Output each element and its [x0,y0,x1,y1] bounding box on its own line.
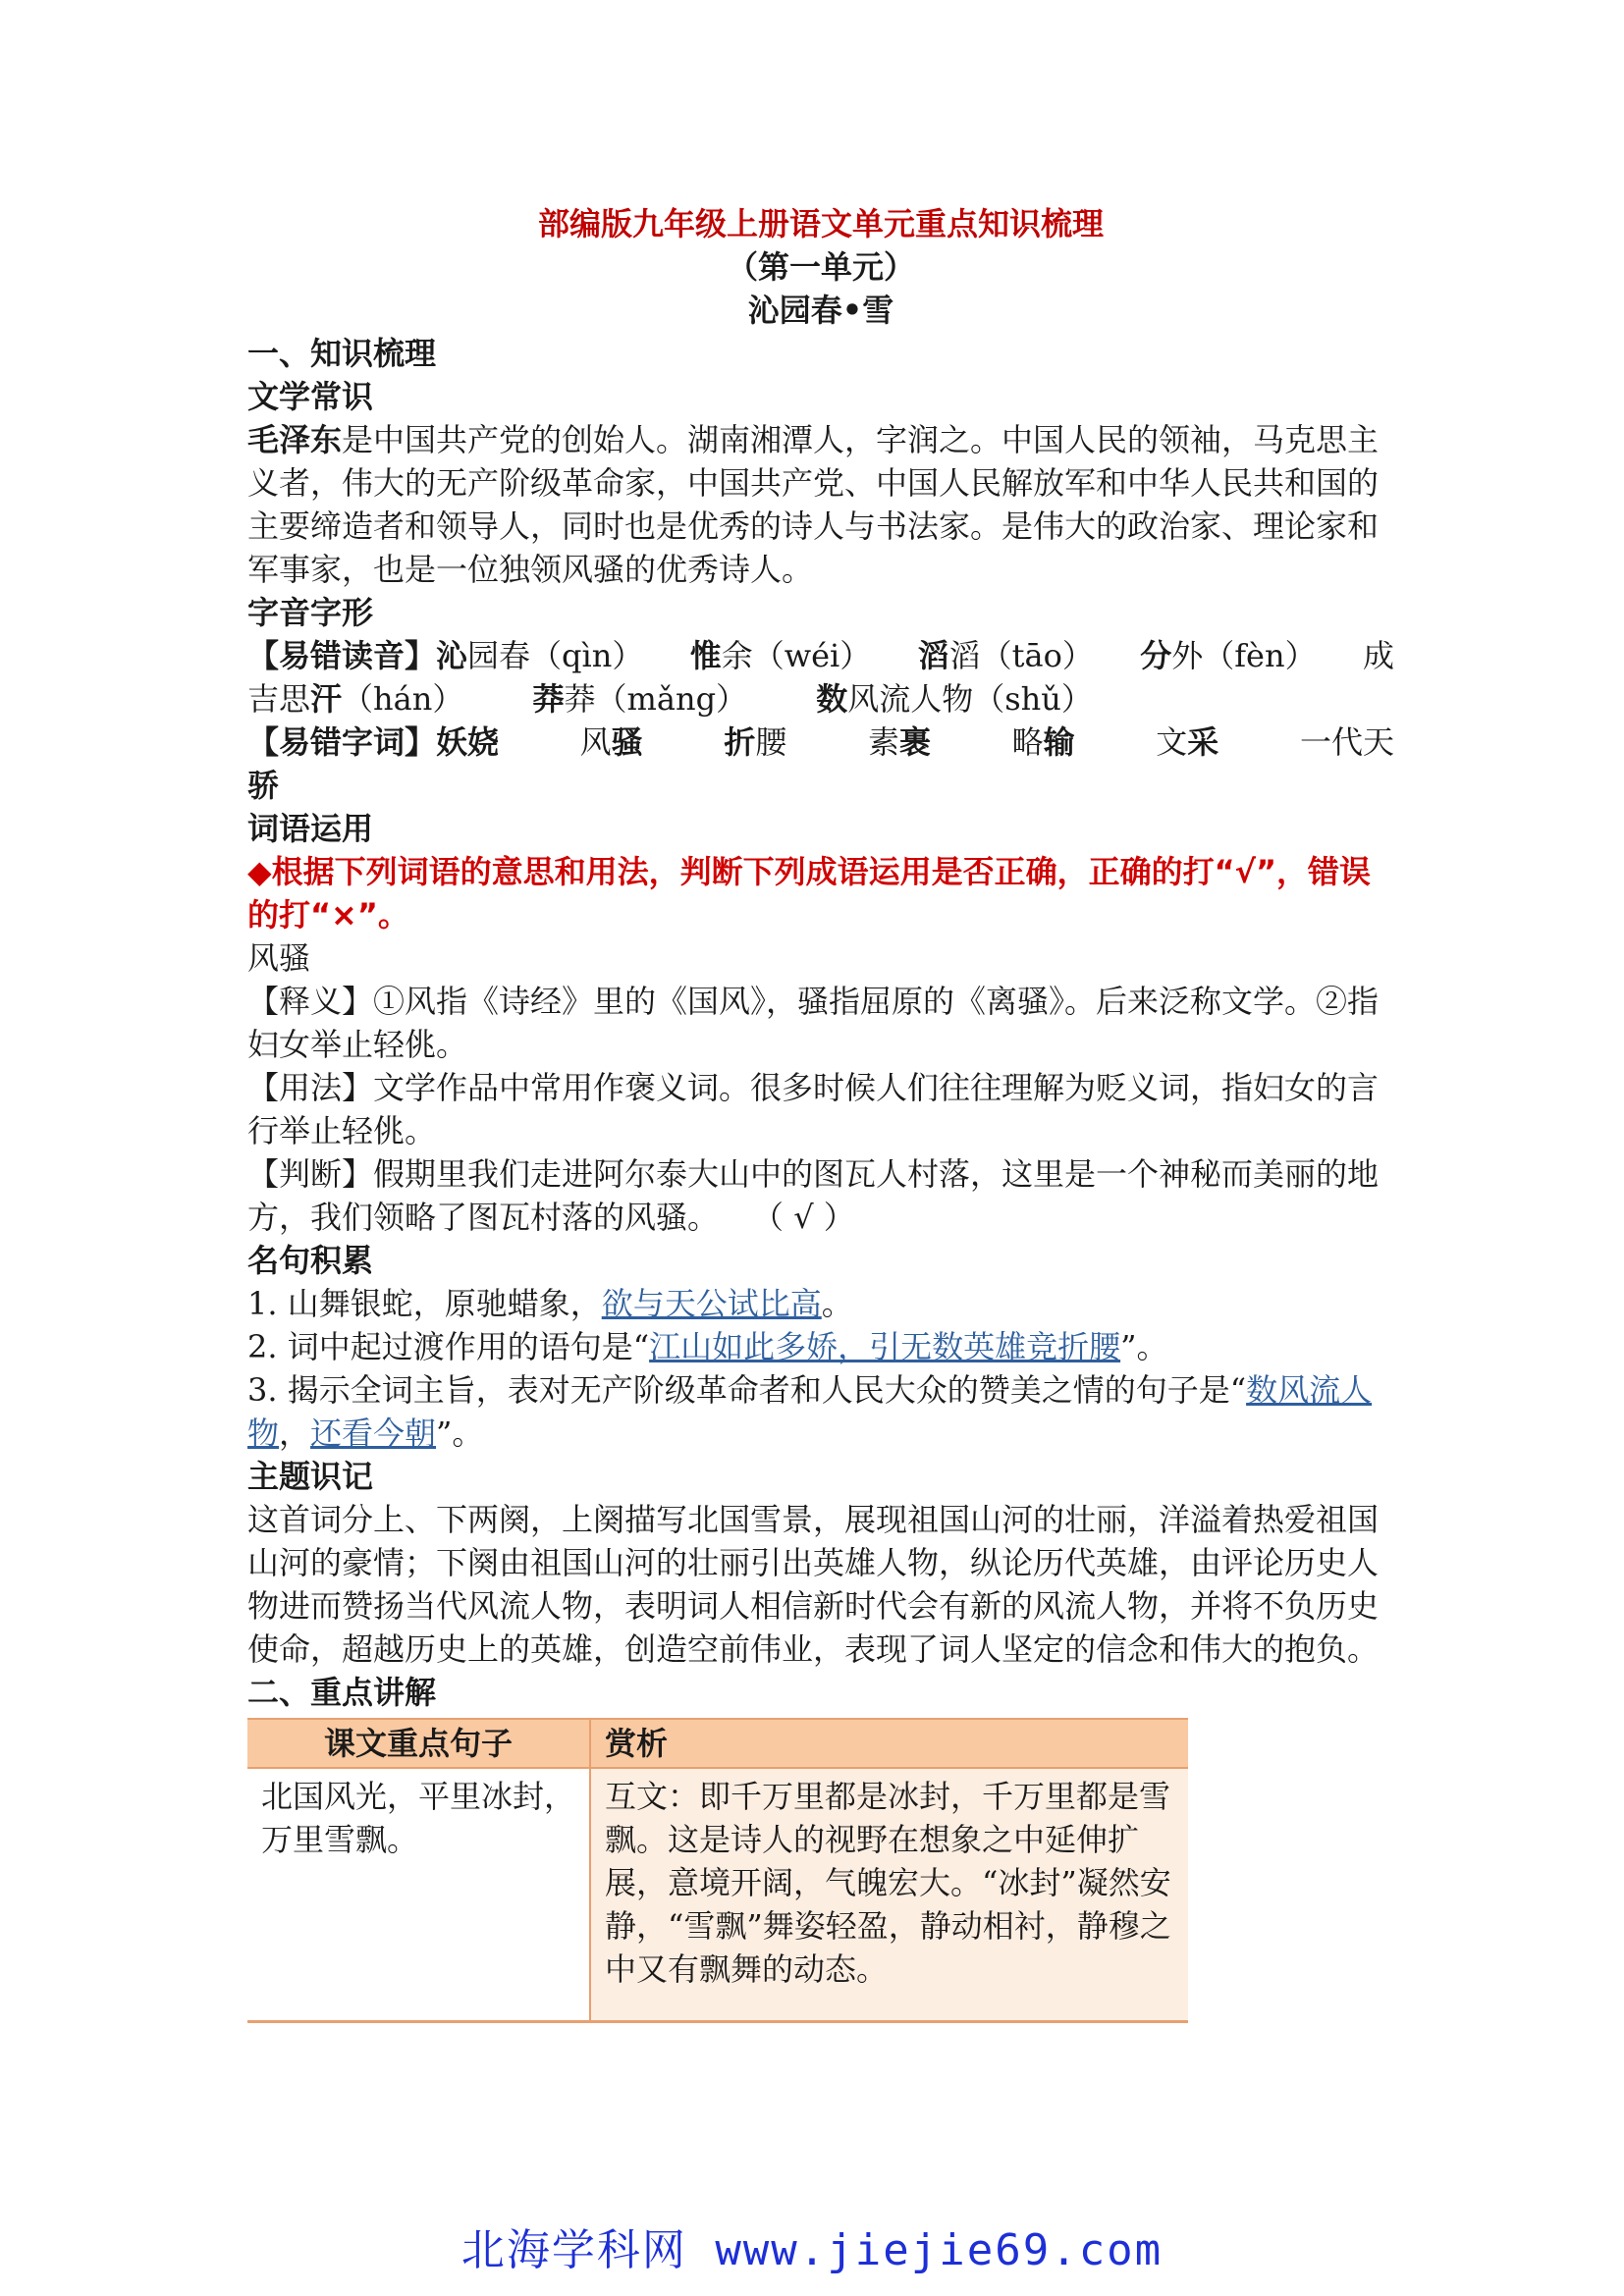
quote-text: 2. 词中起过渡作用的语句是“ [247,1328,650,1365]
word-rest: 素 [867,723,899,761]
pron-line-1 [247,634,1394,677]
pron-rest: 外（fèn） [1171,637,1317,674]
usage-paragraph: 【用法】文学作品中常用作褒义词。很多时候人们往往理解为贬义词，指妇女的言行举止轻佻。 [247,1069,1380,1149]
document-body [247,192,1394,2023]
document-title: 部编版九年级上册语文单元重点知识梳理 [537,205,1104,242]
pron-rest: 成 [1362,637,1394,674]
subsection-heading: 词语运用 [247,810,374,847]
quote-answer: 还看今朝 [310,1415,437,1452]
pron-char: 沁 [436,637,468,674]
table-row [247,1768,1188,2022]
pron-rest: （hán） [342,680,464,718]
word-rest: 风 [579,723,612,761]
pron-rest: 莽（mǎng） [564,680,748,718]
subsection-heading: 名句积累 [247,1242,374,1279]
author-name: 毛泽东 [247,421,343,458]
analysis-table [247,1718,1188,2023]
lesson-title: 沁园春•雪 [747,292,894,329]
subsection-heading: 文学常识 [247,378,374,415]
pron-char: 汗 [310,680,343,718]
quote-text: ”。 [436,1415,484,1452]
word-char: 裹 [898,723,931,761]
word-tag: 【易错字词】 [247,723,437,761]
pron-char: 惟 [689,637,722,674]
pron-rest: 风流人物（shǔ） [847,680,1093,718]
pron-rest: 吉思 [247,680,311,718]
table-header: 课文重点句子 [247,1719,590,1768]
table-header-row [247,1719,1188,1768]
section-heading: 一、知识梳理 [247,335,437,372]
quote-answer: 欲与天公试比高 [601,1285,822,1322]
pron-char: 滔 [917,637,949,674]
quote-text: ”。 [1120,1328,1168,1365]
word-char: 骚 [611,723,643,761]
unit-label: （第一单元） [726,248,915,286]
quote-1 [247,1282,1394,1325]
word-rest: 一代天 [1299,723,1394,761]
lit-text: 是中国共产党的创始人。湖南湘潭人，字润之。中国人民的领袖，马克思主义者，伟大的无产阶级革命家，中国共产党、中国人民解放军和中华人民共和国的主要缔造者和领导人，同时也是优秀的诗人与书法家。是伟大的政治家、理论家和军事家，也是一位独领风骚的优秀诗人。 [247,421,1380,588]
word-char: 折 [724,723,756,761]
word-line [247,721,1394,764]
quote-2 [247,1325,1394,1368]
lit-paragraph [247,418,1394,591]
table-header: 赏析 [590,1719,1188,1768]
subsection-heading: 主题识记 [247,1458,374,1495]
word-char: 输 [1043,723,1075,761]
word-rest: 腰 [755,723,787,761]
theme-paragraph: 这首词分上、下两阕，上阕描写北国雪景，展现祖国山河的壮丽，洋溢着热爱祖国山河的豪情；下阕由祖国山河的壮丽引出英雄人物，纵论历代英雄，由评论历史人物进而赞扬当代风流人物，表明词人相信新时代会有新的风流人物，并将不负历史使命，超越历史上的英雄，创造空前伟业，表现了词人坚定的信念和伟大的抱负。 [247,1501,1380,1668]
quote-text: 1. 山舞银蛇，原驰蜡象， [247,1285,602,1322]
quote-3 [247,1368,1394,1455]
quote-answer: 江山如此多娇，引无数英雄竞折腰 [649,1328,1121,1365]
pron-char: 莽 [532,680,565,718]
word-tail: 骄 [247,767,280,804]
pron-char: 分 [1140,637,1172,674]
subsection-heading: 字音字形 [247,594,374,631]
meaning-paragraph: 【释义】①风指《诗经》里的《国风》，骚指屈原的《离骚》。后来泛称文学。②指妇女举止轻佻。 [247,983,1380,1063]
word-rest: 文 [1156,723,1188,761]
pron-rest: 滔（tāo） [948,637,1094,674]
word-item: 妖娆 [436,723,500,761]
word-char: 采 [1187,723,1219,761]
section-heading: 二、重点讲解 [247,1674,437,1711]
usage-instruction: ◆根据下列词语的意思和用法，判断下列成语运用是否正确，正确的打“√”，错误的打“×”。 [247,853,1372,934]
quote-text: ， [279,1415,311,1452]
table-cell: 北国风光，平里冰封，万里雪飘。 [247,1768,590,2022]
pron-rest: 余（wéi） [721,637,872,674]
quote-answer: 数风流人物 [247,1371,1373,1452]
pron-line-2 [247,677,1394,721]
quote-text: 3. 揭示全词主旨，表对无产阶级革命者和人民大众的赞美之情的句子是“ [247,1371,1247,1409]
pron-rest: 园春（qìn） [467,637,644,674]
judge-mark: （ √ ） [768,1199,855,1236]
judge-paragraph [247,1152,1394,1239]
word-rest: 略 [1011,723,1044,761]
table-cell: 互文：即千万里都是冰封，千万里都是雪飘。这是诗人的视野在想象之中延伸扩展，意境开阔，气魄宏大。“冰封”凝然安静，“雪飘”舞姿轻盈，静动相衬，静穆之中又有飘舞的动态。 [590,1768,1188,2022]
pron-char: 数 [816,680,848,718]
footer-watermark: 北海学科网 www.jiejie69.com [460,2225,1164,2275]
quote-text: 。 [821,1285,853,1322]
usage-word: 风骚 [247,939,311,977]
pron-tag: 【易错读音】 [247,637,437,674]
judge-text: 【判断】假期里我们走进阿尔泰大山中的图瓦人村落，这里是一个神秘而美丽的地方，我们领略了图瓦村落的风骚。 [247,1155,1380,1236]
